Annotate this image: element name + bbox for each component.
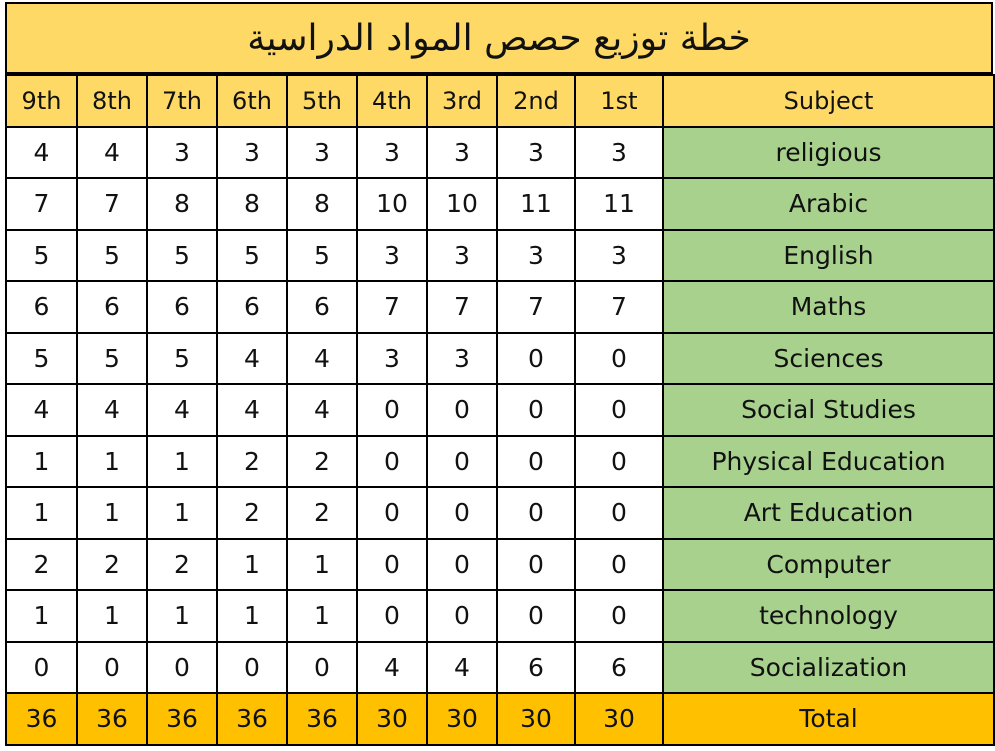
total-cell: 30: [357, 693, 427, 745]
period-count-cell: 1: [77, 487, 147, 539]
header-6th: 6th: [217, 75, 287, 127]
period-count-cell: 3: [287, 127, 357, 179]
period-count-cell: 0: [217, 642, 287, 694]
total-cell: 30: [575, 693, 663, 745]
header-7th: 7th: [147, 75, 217, 127]
period-count-cell: 4: [217, 333, 287, 385]
period-count-cell: 5: [77, 230, 147, 282]
period-count-cell: 10: [357, 178, 427, 230]
period-count-cell: 2: [217, 436, 287, 488]
header-9th: 9th: [6, 75, 77, 127]
subject-cell: Arabic: [663, 178, 994, 230]
period-count-cell: 6: [575, 642, 663, 694]
subject-cell: technology: [663, 590, 994, 642]
period-count-cell: 3: [427, 333, 497, 385]
period-count-cell: 0: [497, 487, 575, 539]
subject-cell: Sciences: [663, 333, 994, 385]
period-count-cell: 4: [217, 384, 287, 436]
period-count-cell: 3: [357, 230, 427, 282]
period-count-cell: 5: [147, 333, 217, 385]
table-row: [6, 539, 994, 591]
period-count-cell: 6: [497, 642, 575, 694]
period-count-cell: 1: [217, 590, 287, 642]
period-count-cell: 0: [575, 539, 663, 591]
period-count-cell: 4: [287, 384, 357, 436]
period-count-cell: 4: [147, 384, 217, 436]
subject-cell: Art Education: [663, 487, 994, 539]
period-count-cell: 3: [497, 230, 575, 282]
table-row: [6, 590, 994, 642]
total-cell: 36: [77, 693, 147, 745]
period-count-cell: 5: [6, 333, 77, 385]
period-count-cell: 0: [427, 436, 497, 488]
period-count-cell: 0: [497, 590, 575, 642]
period-count-cell: 3: [427, 127, 497, 179]
period-count-cell: 0: [575, 384, 663, 436]
period-count-cell: 8: [217, 178, 287, 230]
period-count-cell: 1: [147, 436, 217, 488]
period-count-cell: 4: [77, 127, 147, 179]
table-row: [6, 384, 994, 436]
header-3rd: 3rd: [427, 75, 497, 127]
period-count-cell: 7: [77, 178, 147, 230]
period-count-cell: 0: [427, 590, 497, 642]
period-count-cell: 5: [217, 230, 287, 282]
table-row: [6, 642, 994, 694]
period-count-cell: 1: [287, 590, 357, 642]
period-count-cell: 1: [6, 590, 77, 642]
table-row: [6, 281, 994, 333]
period-count-cell: 2: [287, 436, 357, 488]
period-count-cell: 6: [217, 281, 287, 333]
table-row: [6, 436, 994, 488]
period-count-cell: 1: [77, 590, 147, 642]
period-count-cell: 8: [287, 178, 357, 230]
table-row: [6, 230, 994, 282]
period-count-cell: 1: [6, 436, 77, 488]
table-row: [6, 333, 994, 385]
total-row: [6, 693, 994, 745]
period-count-cell: 0: [575, 590, 663, 642]
period-count-cell: 7: [427, 281, 497, 333]
period-count-cell: 0: [575, 487, 663, 539]
subject-cell: religious: [663, 127, 994, 179]
period-count-cell: 3: [357, 333, 427, 385]
period-count-cell: 5: [77, 333, 147, 385]
period-count-cell: 3: [217, 127, 287, 179]
total-cell: 36: [6, 693, 77, 745]
header-subject: Subject: [663, 75, 994, 127]
header-2nd: 2nd: [497, 75, 575, 127]
period-count-cell: 11: [497, 178, 575, 230]
period-count-cell: 6: [6, 281, 77, 333]
period-count-cell: 7: [357, 281, 427, 333]
header-row: [6, 75, 994, 127]
period-count-cell: 4: [287, 333, 357, 385]
subject-cell: English: [663, 230, 994, 282]
period-count-cell: 3: [357, 127, 427, 179]
period-count-cell: 2: [147, 539, 217, 591]
period-count-cell: 6: [147, 281, 217, 333]
header-5th: 5th: [287, 75, 357, 127]
period-count-cell: 1: [6, 487, 77, 539]
period-count-cell: 1: [77, 436, 147, 488]
period-count-cell: 0: [357, 384, 427, 436]
period-count-cell: 7: [575, 281, 663, 333]
period-count-cell: 4: [77, 384, 147, 436]
period-count-cell: 5: [287, 230, 357, 282]
period-count-cell: 1: [147, 590, 217, 642]
header-8th: 8th: [77, 75, 147, 127]
period-count-cell: 0: [575, 333, 663, 385]
total-cell: 36: [147, 693, 217, 745]
period-count-cell: 0: [147, 642, 217, 694]
period-count-cell: 8: [147, 178, 217, 230]
period-count-cell: 3: [575, 127, 663, 179]
period-count-cell: 2: [77, 539, 147, 591]
period-count-cell: 0: [497, 436, 575, 488]
period-count-cell: 7: [6, 178, 77, 230]
total-cell: 30: [427, 693, 497, 745]
period-count-cell: 3: [575, 230, 663, 282]
period-count-cell: 0: [357, 487, 427, 539]
period-count-cell: 2: [6, 539, 77, 591]
table-title: خطة توزيع حصص المواد الدراسية: [5, 2, 993, 74]
period-count-cell: 4: [6, 384, 77, 436]
header-4th: 4th: [357, 75, 427, 127]
period-count-cell: 0: [357, 539, 427, 591]
period-count-cell: 0: [6, 642, 77, 694]
period-count-cell: 10: [427, 178, 497, 230]
period-count-cell: 3: [497, 127, 575, 179]
table-body: [6, 127, 994, 694]
period-count-cell: 11: [575, 178, 663, 230]
total-cell: 36: [217, 693, 287, 745]
period-count-cell: 6: [287, 281, 357, 333]
period-count-cell: 1: [217, 539, 287, 591]
subject-cell: Social Studies: [663, 384, 994, 436]
period-count-cell: 0: [357, 590, 427, 642]
period-count-cell: 3: [427, 230, 497, 282]
period-count-cell: 0: [497, 384, 575, 436]
period-count-cell: 0: [427, 384, 497, 436]
total-cell: 30: [497, 693, 575, 745]
period-count-cell: 0: [575, 436, 663, 488]
subject-cell: Maths: [663, 281, 994, 333]
period-count-cell: 0: [357, 436, 427, 488]
period-count-cell: 6: [77, 281, 147, 333]
subject-cell: Computer: [663, 539, 994, 591]
period-count-cell: 5: [147, 230, 217, 282]
period-count-cell: 1: [147, 487, 217, 539]
table-row: [6, 127, 994, 179]
period-count-cell: 1: [287, 539, 357, 591]
period-count-cell: 0: [427, 539, 497, 591]
header-1st: 1st: [575, 75, 663, 127]
period-count-cell: 4: [6, 127, 77, 179]
periods-table: [5, 74, 995, 746]
subject-cell: Physical Education: [663, 436, 994, 488]
period-count-cell: 0: [77, 642, 147, 694]
period-count-cell: 5: [6, 230, 77, 282]
period-count-cell: 7: [497, 281, 575, 333]
total-label: Total: [663, 693, 994, 745]
schedule-sheet: [5, 2, 993, 749]
period-count-cell: 4: [427, 642, 497, 694]
total-cell: 36: [287, 693, 357, 745]
period-count-cell: 3: [147, 127, 217, 179]
table-row: [6, 487, 994, 539]
subject-cell: Socialization: [663, 642, 994, 694]
period-count-cell: 4: [357, 642, 427, 694]
period-count-cell: 0: [287, 642, 357, 694]
period-count-cell: 0: [427, 487, 497, 539]
table-row: [6, 178, 994, 230]
period-count-cell: 0: [497, 333, 575, 385]
period-count-cell: 2: [217, 487, 287, 539]
period-count-cell: 2: [287, 487, 357, 539]
period-count-cell: 0: [497, 539, 575, 591]
